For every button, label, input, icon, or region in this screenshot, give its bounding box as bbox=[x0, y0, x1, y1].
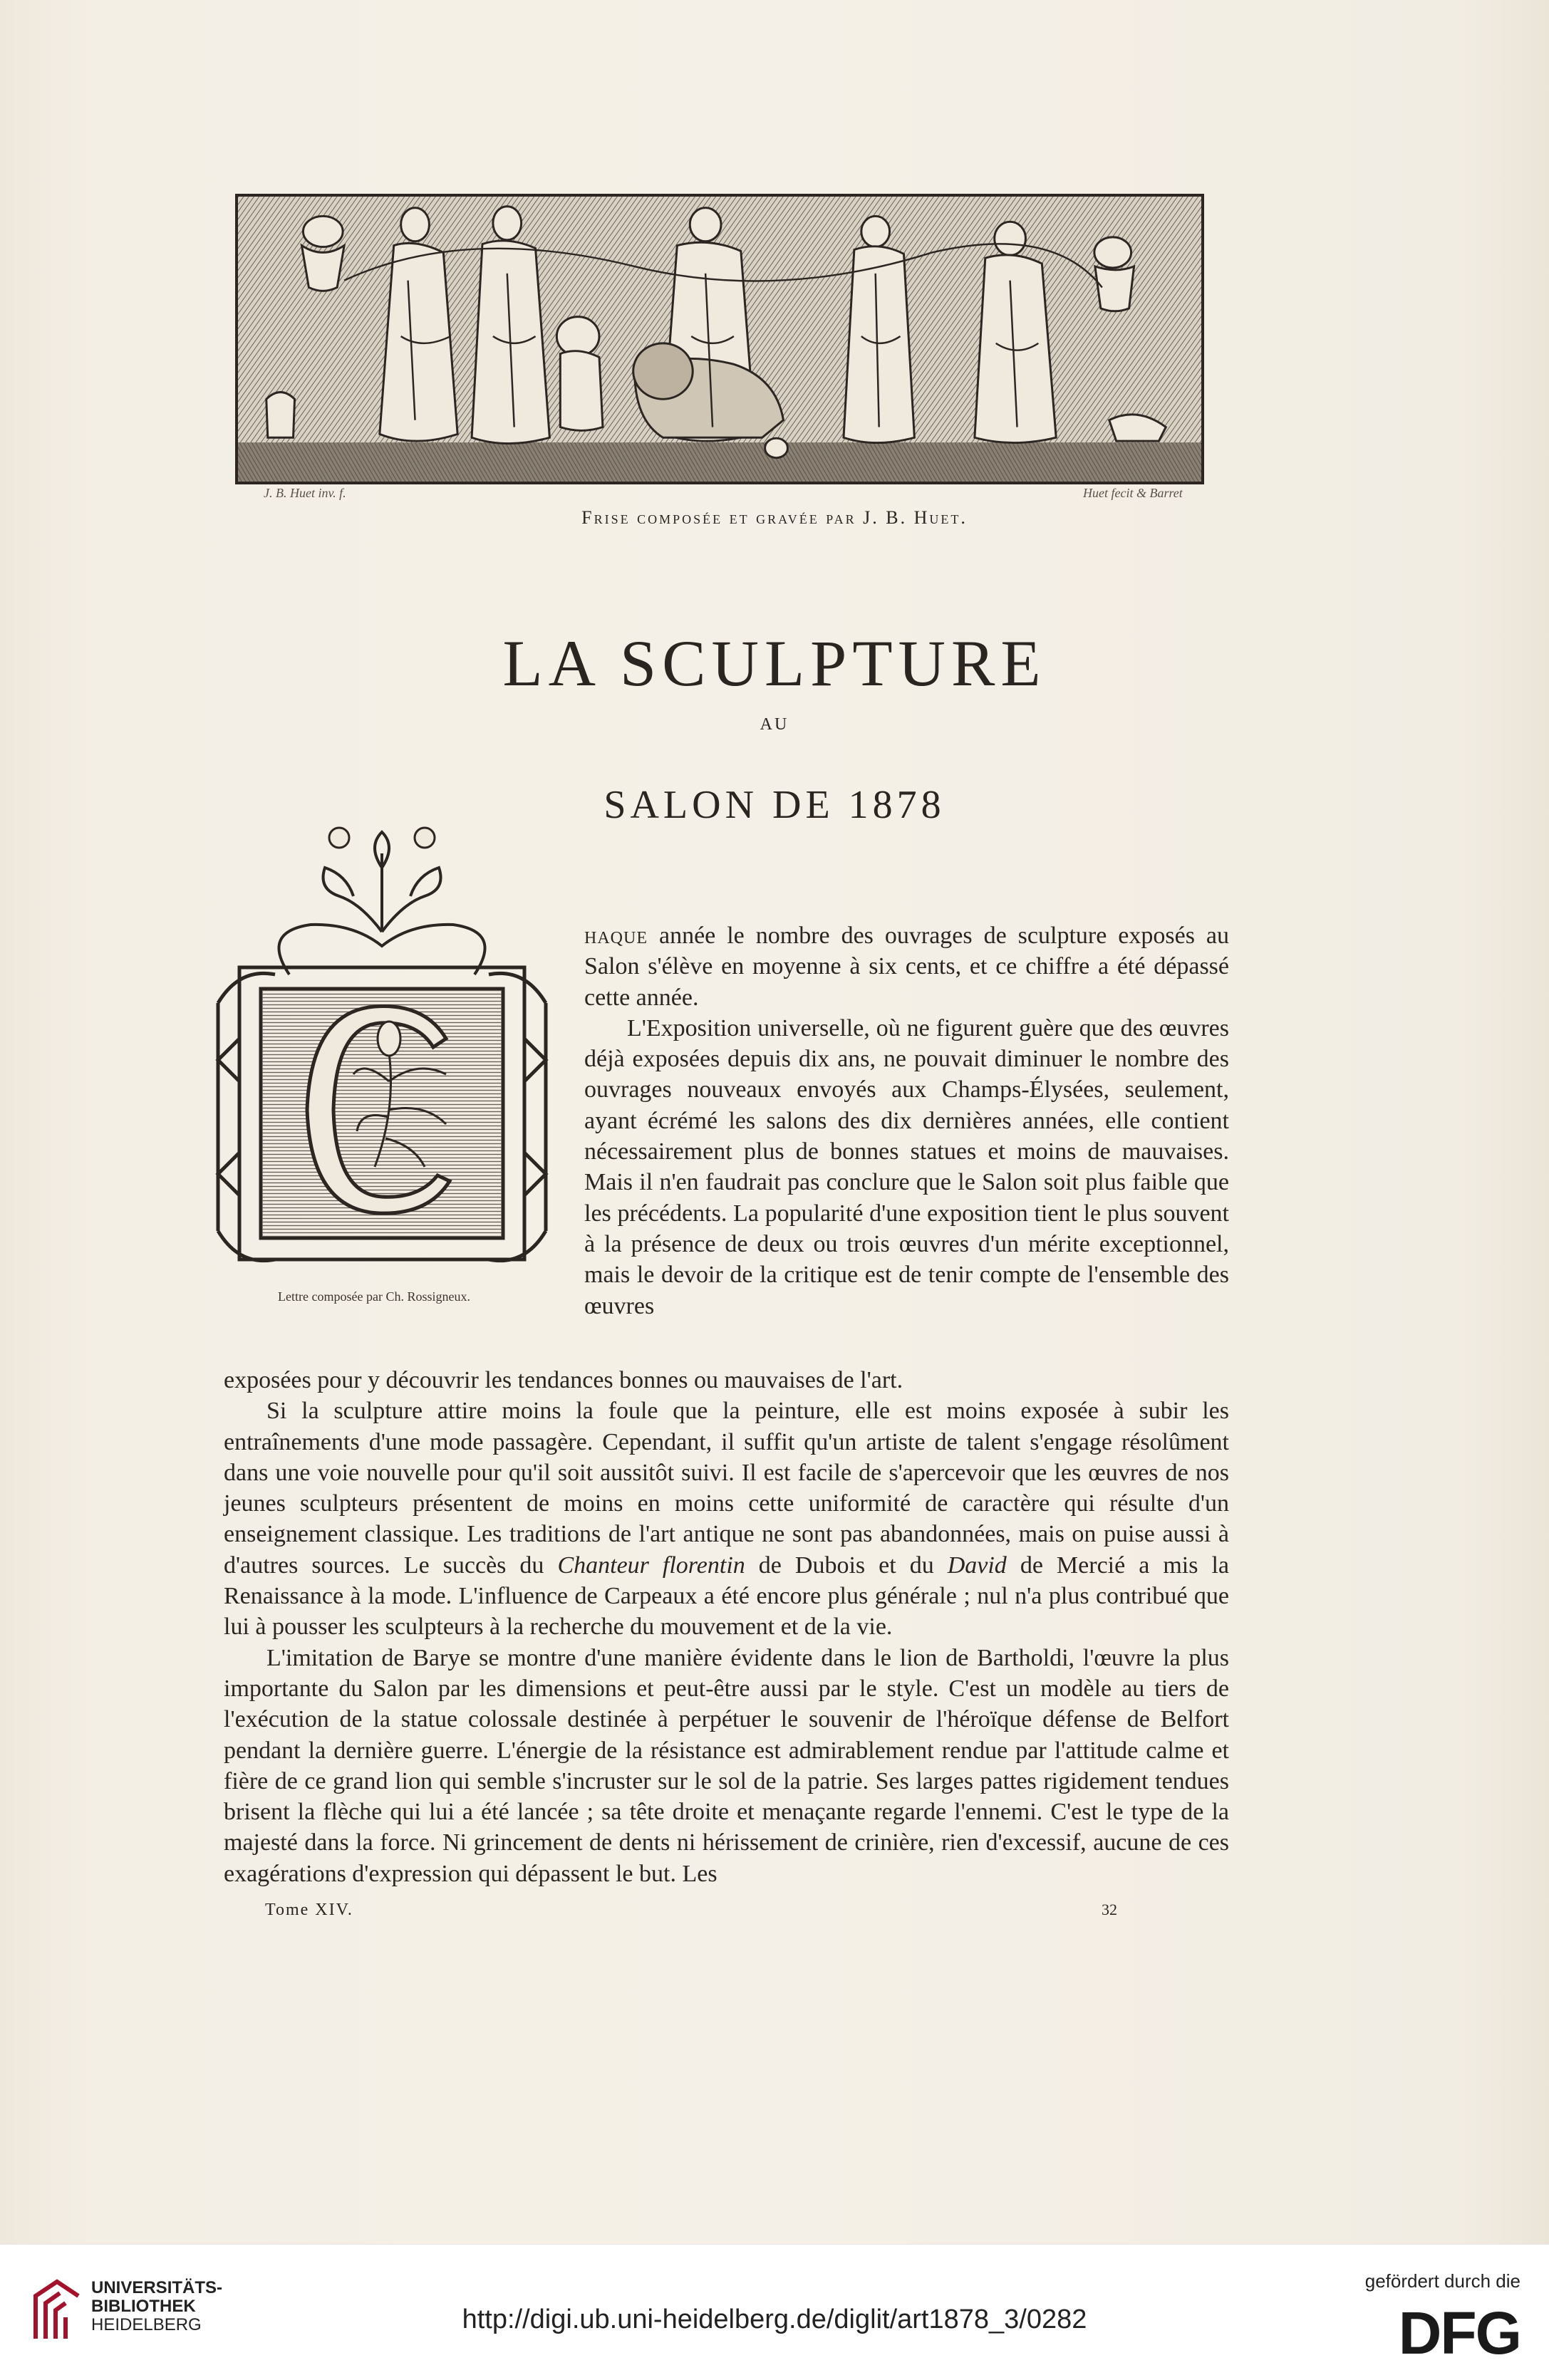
volume-label: Tome XIV. bbox=[265, 1901, 353, 1919]
article-title: LA SCULPTURE bbox=[502, 627, 1047, 700]
intro-column bbox=[584, 920, 1229, 1321]
dfg-logo[interactable]: DFG bbox=[1398, 2300, 1520, 2366]
drop-cap-continuation: haque bbox=[584, 923, 648, 949]
paragraph-1-text: année le nombre des ouvrages de sculpture exposés au Salon s'élève en moyenne à six cents, et ce chiffre a été dépassé cette année. bbox=[584, 923, 1229, 1011]
ub-line-3: HEIDELBERG bbox=[91, 2315, 202, 2334]
title-connector: AU bbox=[760, 715, 789, 734]
ub-line-2: BIBLIOTHEK bbox=[91, 2297, 196, 2316]
article-subtitle: SALON DE 1878 bbox=[603, 783, 946, 827]
digital-library-footer bbox=[0, 2244, 1549, 2380]
paragraph-3 bbox=[224, 1396, 1229, 1642]
frieze-engraving bbox=[235, 194, 1204, 484]
page-number: 32 bbox=[1102, 1901, 1117, 1918]
paragraph-2: L'Exposition universelle, où ne figurent guère que des œuvres déjà exposées depuis dix ans, ne pouvait diminuer le nombre des ouvrages nouveaux envoyés aux Champs-Élysées, seulement, ayant écrémé les salons des dix dernières années, elle contient nécessairement plus de bonnes statues et moins de mauvaises. Mais il n'en faudrait pas conclure que le Salon soit plus faible que les précédents. La popularité d'une exposition tient le plus souvent à la présence de deux ou trois œuvres d'un mérite exceptionnel, mais le devoir de la critique est de tenir compte de l'ensemble des œuvres bbox=[584, 1014, 1229, 1319]
paragraph-3-b: de Dubois et du bbox=[745, 1552, 948, 1579]
frieze-signature-left: J. B. Huet inv. f. bbox=[264, 486, 346, 500]
funding-label: gefördert durch die bbox=[1364, 2270, 1520, 2292]
paragraph-2-end: exposées pour y découvrir les tendances bonnes ou mauvaises de l'art. bbox=[224, 1367, 903, 1393]
paragraph-4: L'imitation de Barye se montre d'une manière évidente dans le lion de Bartholdi, l'œuvre la plus importante du Salon par les dimensions et peut-être aussi par le style. C'est un modèle au tiers de l'exécution de la statue colossale destinée à perpétuer le souvenir de l'héroïque défense de Belfort pendant la dernière guerre. L'énergie de la résistance est admirablement rendue par l'attitude calme et fière de ce grand lion qui semble s'incruster sur le sol de la patrie. Ses larges pattes rigidement tendues brisent la flèche qui lui a été lancée ; sa tête droite et menaçante regarde l'ennemi. C'est le type de la majesté dans la force. Ni grincement de dents ni hérissement de crinière, rien d'excessif, aucune de ces exagérations d'expression qui dépassent le but. Les bbox=[224, 1644, 1229, 1887]
paragraph-1 bbox=[584, 920, 1229, 1013]
decorated-initial bbox=[211, 825, 553, 1275]
frieze-caption: Frise composée et gravée par J. B. Huet. bbox=[581, 507, 968, 528]
paragraph-3-a: Si la sculpture attire moins la foule que la peinture, elle est moins exposée à subir les entraînements d'une mode passagère. Cependant, il suffit qu'un artiste de talent s'engage résolûment dans une voie nouvelle pour qu'il soit aussitôt suivi. Il est facile de s'apercevoir que les œuvres de nos jeunes sculpteurs présentent de moins en moins cette uniformité de caractère qui résulte d'un enseignement classique. Les traditions de l'art antique ne sont pas abandonnées, mais on puise aussi à d'autres sources. Le succès du bbox=[224, 1398, 1229, 1579]
initial-caption: Lettre composée par Ch. Rossigneux. bbox=[278, 1289, 470, 1304]
italic-title-chanteur: Chanteur florentin bbox=[557, 1552, 745, 1579]
paragraph-3-c: de Mercié a mis la Renaissance à la mode. L'influence de Carpeaux a été encore plus générale ; nul n'a plus contribué que lui à pousser les sculpteurs à la recherche du mouvement et de la vie. bbox=[224, 1552, 1229, 1641]
permalink-url[interactable]: http://digi.ub.uni-heidelberg.de/diglit/art1878_3/0282 bbox=[462, 2304, 1087, 2334]
main-column bbox=[224, 1365, 1229, 1889]
italic-title-david: David bbox=[947, 1552, 1007, 1579]
frieze-signature-right: Huet fecit & Barret bbox=[1083, 486, 1183, 500]
ub-line-1: UNIVERSITÄTS- bbox=[91, 2278, 223, 2297]
